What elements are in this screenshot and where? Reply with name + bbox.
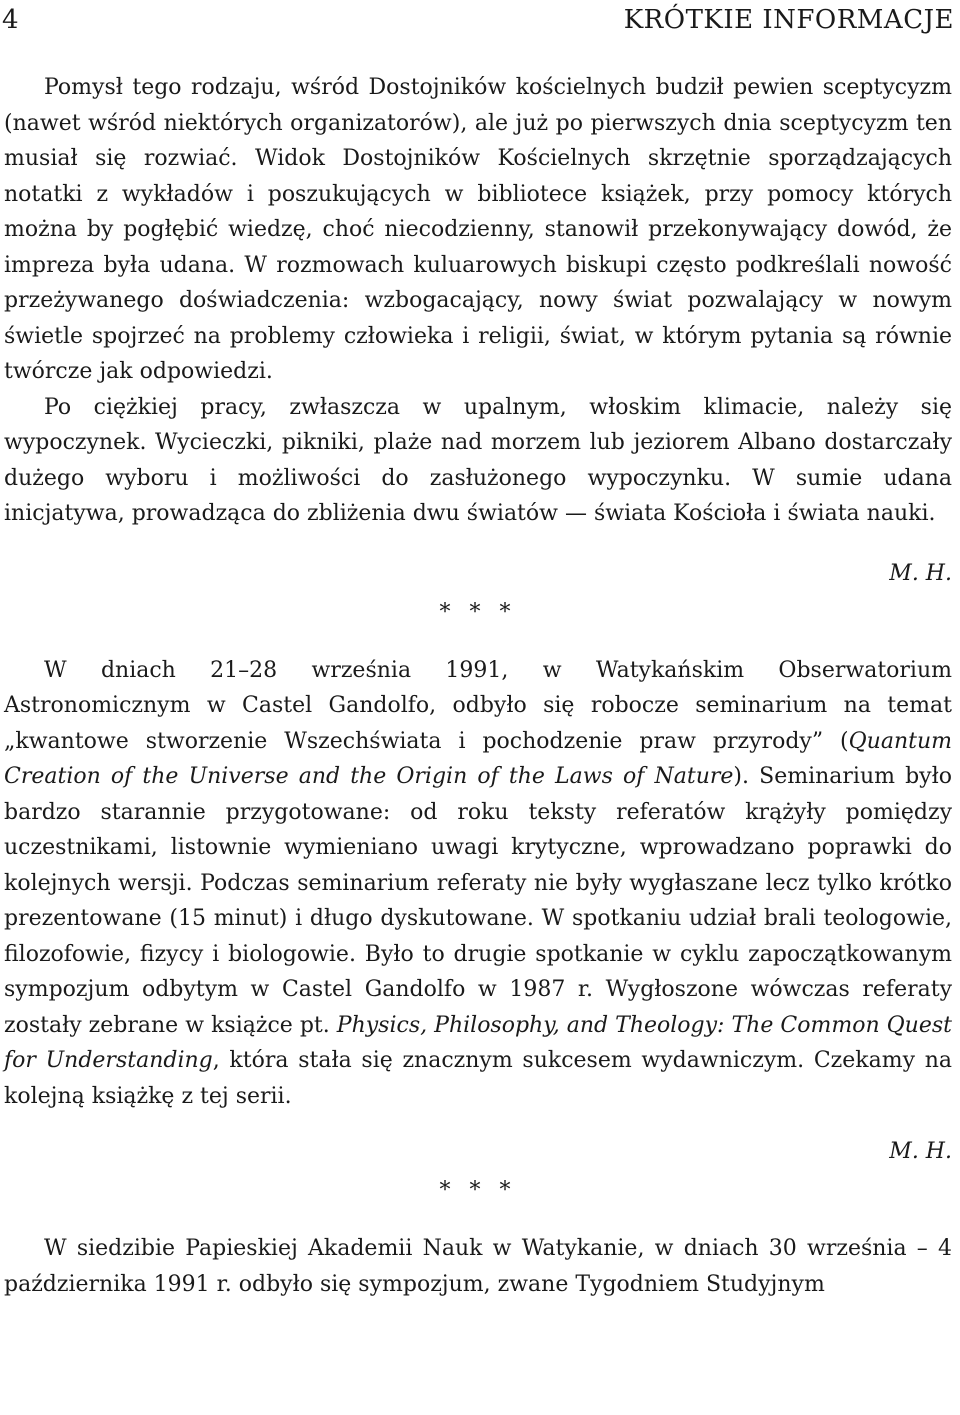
- signature-1: M. H.: [889, 560, 952, 586]
- paragraph-2: Po ciężkiej pracy, zwłaszcza w upalnym, włoskim klimacie, należy się wypoczynek. Wycieczki, pikniki, plaże nad morzem lub jeziorem Albano dostarczały dużego wyboru i możliwości do zasłużonego wypoczynku. W sumie udana inicjatywa, prowadząca do zbliżenia dwu światów — świata Kościoła i świata nauki.: [4, 394, 952, 526]
- running-head: KRÓTKIE INFORMACJE: [623, 5, 954, 35]
- paragraph-3-text-b: ). Seminarium było bardzo starannie przygotowane: od roku teksty referatów krążyły pomiędzy uczestnikami, listownie wymieniano uwagi krytyczne, wprowadzano poprawki do kolejnych wersji. Podczas seminarium referaty nie były wygłaszane lecz tylko krótko prezentowane (15 minut) i długo dyskutowane. W spotkaniu udział brali teologowie, filozofowie, fizycy i biologowie. Było to drugie spotkanie w cyklu zapoczątkowanym sympozjum odbytym w Castel Gandolfo w 1987 r. Wygłoszone wówczas referaty zostały zebrane w książce pt.: [4, 764, 952, 1038]
- paragraph-3-text-c: , która stała się znacznym sukcesem wydawniczym. Czekamy na kolejną książkę z tej serii.: [4, 1048, 952, 1109]
- paragraph-1: Pomysł tego rodzaju, wśród Dostojników kościelnych budził pewien sceptycyzm (nawet wśród niektórych organizatorów), ale już po pierwszych dnia sceptycyzm ten musiał się rozwiać. Widok Dostojników Kościelnych skrzętnie sporządzających notatki z wykładów i poszukujących w bibliotece książek, przy pomocy których można by pogłębić wiedzę, choć niecodzienny, stanowił przekonywający dowód, że impreza była udana. W rozmowach kuluarowych biskupi często podkreślali nowość przeżywanego doświadczenia: wzbogacający, nowy świat pozwalający w nowym świetle spojrzeć na problemy człowieka i religii, świat, w którym pytania są równie twórcze jak odpowiedzi.: [4, 75, 952, 384]
- paragraph-3-text-a: W dniach 21–28 września 1991, w Watykańskim Obserwatorium Astronomicznym w Castel Gandolfo, odbyło się robocze seminarium na temat „kwantowe stworzenie Wszechświata i pochodzenie praw przyrody” (: [4, 657, 952, 754]
- page-number: 4: [2, 5, 19, 35]
- section-separator-2: * * *: [439, 1178, 517, 1203]
- paragraph-3-title-english: Quantum Creation of the Universe and the Origin of the Laws of Nature: [4, 728, 952, 789]
- article-body: [4, 70, 952, 1302]
- book-title: Physics, Philosophy, and Theology: The Common Quest for Understanding: [4, 1012, 952, 1073]
- signature-2: M. H.: [889, 1139, 952, 1164]
- paragraph-3: [4, 653, 952, 1115]
- paragraph-4: W siedzibie Papieskiej Akademii Nauk w Watykanie, w dniach 30 września – 4 października 1991 r. odbyło się sympozjum, zwane Tygodniem Studyjnym: [4, 1236, 952, 1297]
- page-header: [2, 2, 954, 38]
- section-separator-1: * * *: [439, 599, 517, 625]
